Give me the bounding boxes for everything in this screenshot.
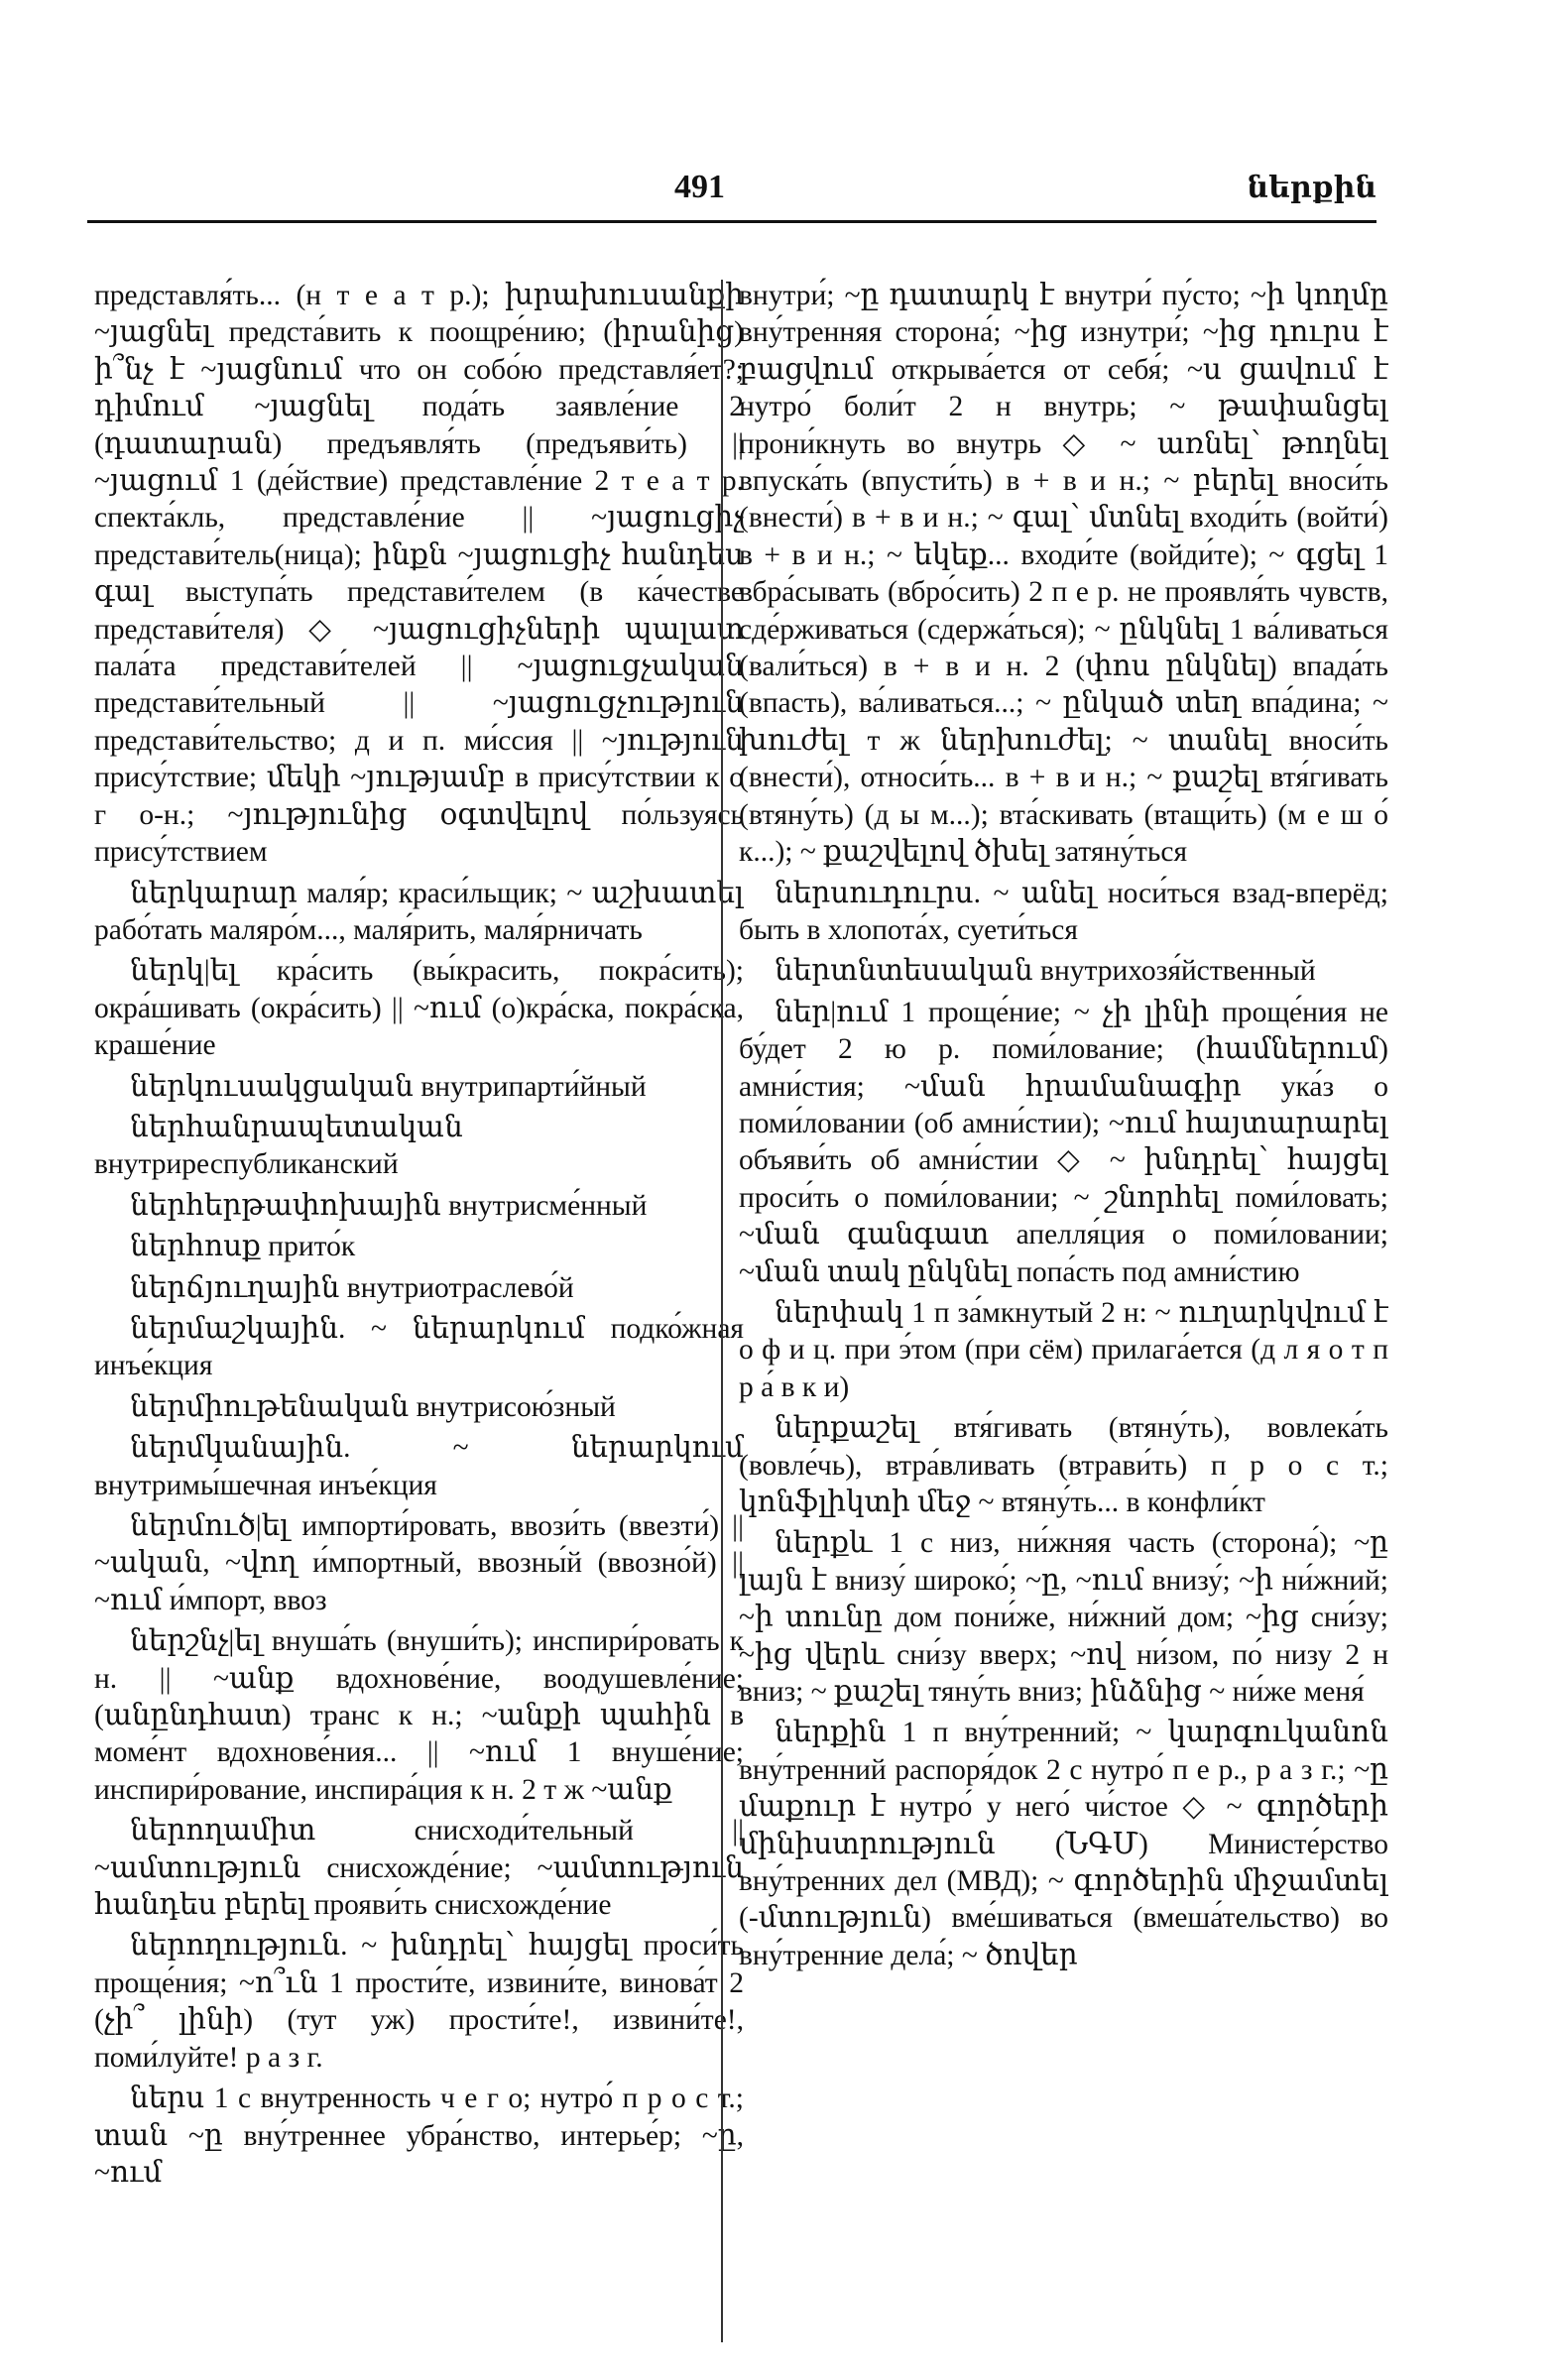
dictionary-entry: ներքին 1 п вну́тренний; ~ կարգուկանոն вну́тренний распоря́док 2 с нутро́ п е р., р а з г.; ~ը մաքուր է нутро́ у него́ чи́стое ◇ ~ գործերի մինիստրություն (ՆԳՄ) Министе́рство вну́тренних дел (МВД); ~ գործերին միջամտել (-մտություն) вме́шиваться (вмеша́тельство) во вну́тренние дела́; ~ ծովեր: [739, 1717, 1388, 1971]
dictionary-entry: ներկարար маля́р; краси́льщик; ~ աշխատել рабо́тать маляро́м..., маля́рить, маля́рничать: [94, 877, 744, 946]
dictionary-entry: ներկուսակցական внутрипарти́йный: [130, 1070, 647, 1103]
dictionary-entry: ներշնչ|ել внуша́ть (внуши́ть); инспири́ровать к н. || ~անք вдохнове́ние, воодушевле́ние; (անընդհատ) транс к н.; ~անքի պահին в моме́нт вдохнове́ния... || ~ում 1 внуше́ние; инспири́рование, инспира́ция к н. 2 т ж ~անք: [94, 1625, 744, 1806]
header-rule: [87, 220, 1376, 223]
running-head: ներքին: [1247, 172, 1376, 204]
dictionary-entry: ներողություն. ~ խնդրել՝ հայցել проси́ть проще́ния; ~ո՞ւն 1 прости́те, извини́те, винова́т 2 (չի՞ լինի) (тут уж) прости́те!, извини́те!, поми́луйте! р а з г.: [94, 1930, 744, 2074]
dictionary-entry: ներտնտեսական внутрихозя́йственный: [775, 955, 1316, 988]
dictionary-entry: ներքև 1 с низ, ни́жняя часть (сторона́); ~ը լայն է внизу́ широко́; ~ը, ~ում внизу́; ~ի ни́жний; ~ի տունը дом пони́же, ни́жний дом; ~ից сни́зу; ~ից վերև сни́зу вверх; ~ով ни́зом, по́ низу 2 н вниз; ~ քաշել тяну́ть вниз; ինձնից ~ ни́же меня́: [739, 1527, 1388, 1709]
dictionary-entry: ներհերթափոխային внутрисме́нный: [130, 1189, 648, 1222]
dictionary-entry: ներհոսք прито́к: [130, 1231, 356, 1263]
right-column: [739, 278, 1388, 2350]
dictionary-entry: ներմիութենական внутрисою́зный: [130, 1390, 616, 1423]
page-header: [0, 159, 1555, 218]
dictionary-entry: ներողամիտ снисходи́тельный || ~ամտություն снисхожде́ние; ~ամտություն հանդես բերել прояви́ть снисхожде́ние: [94, 1815, 744, 1922]
dictionary-entry: ներկ|ել кра́сить (вы́красить, покра́сить); окра́шивать (окра́сить) || ~ում (о)кра́ска, покра́ска, краше́ние: [94, 955, 744, 1062]
dictionary-entry: ներճյուղային внутриотраслево́й: [130, 1271, 574, 1304]
dictionary-entry: внутри́; ~ը դատարկ է внутри́ пу́сто; ~ի կողմը вну́тренняя сторона́; ~ից изнутри́; ~ից դուրս է բացվում открыва́ется от себя́; ~ս ցավում է нутро́ боли́т 2 н внутрь; ~ թափանցել прони́кнуть во внутрь ◇ ~ առնել՝ թողնել впуска́ть (впусти́ть) в + в и н.; ~ բերել вноси́ть (внести́) в + в и н.; ~ գալ՝ մտնել входи́ть (войти́) в + в и н.; ~ եկեք... входи́те (войди́те); ~ գցել 1 вбра́сывать (вбро́сить) 2 п е р. не проявля́ть чувств, сде́рживаться (сдержа́ться); ~ ընկնել 1 ва́ливаться (вали́ться) в + в и н. 2 (փոս ընկնել) впада́ть (впасть), ва́ливаться...; ~ ընկած տեղ впа́дина; ~ խուժել т ж ներխուժել; ~ տանել вноси́ть (внести́), относи́ть... в + в и н.; ~ քաշել втя́гивать (втяну́ть) (д ы м...); вта́скивать (втащи́ть) (м е ш о́ к...); ~ քաշվելով ծխել затяну́ться: [739, 280, 1388, 869]
page-number: 491: [674, 169, 725, 205]
dictionary-entry: ներմաշկային. ~ ներարկում подко́жная инъе́кция: [94, 1312, 744, 1382]
column-divider: [721, 280, 723, 2342]
dictionary-entry: ներհանրապետական внутриреспубликанский: [94, 1111, 463, 1181]
dictionary-entry: ներ|ում 1 проще́ние; ~ չի լինի проще́ния не бу́дет 2 ю р. поми́лование; (համներում) амни́стия; ~ման հրամանագիր ука́з о поми́ловании (об амни́стии); ~ում հայտարարել объяви́ть об амни́стии ◇ ~ խնդրել՝ հայցել проси́ть о поми́ловании; ~ շնորհել поми́ловать; ~ման գանգատ апелля́ция о поми́ловании; ~ման տակ ընկնել попа́сть под амни́стию: [739, 996, 1388, 1288]
dictionary-entry: ներս 1 с внутренность ч е г о; нутро́ п р о с т.; տան ~ը вну́треннее убра́нство, интерье́р; ~ը, ~ում: [94, 2082, 744, 2189]
dictionary-entry: ներմկանային. ~ ներարկում внутримы́шечная инъе́кция: [94, 1432, 744, 1501]
left-column: [94, 278, 744, 2350]
dictionary-entry: представля́ть... (н т е а т р.); խրախուսանքի ~յացնել предста́вить к поощре́нию; (իրանից) ի՞նչ է ~յացնում что он собо́ю представля́ет?; դիմում ~յացնել пода́ть заявле́ние 2 (դատարան) предъявля́ть (предъяви́ть) || ~յացում 1 (де́йствие) представле́ние 2 т е а т р. спекта́кль, представле́ние || ~յացուցիչ представи́тель(ница); ինքն ~յացուցիչ հանդես գալ выступа́ть представи́телем (в ка́честве представи́теля) ◇ ~յացուցիչների պալատ пала́та представи́телей || ~յացուցչական представи́тельный || ~յացուցչություն представи́тельство; д и п. ми́ссия || ~յություն прису́тствие; մեկի ~յությամբ в прису́тствии к о г о-н.; ~յությունից օգտվելով по́льзуясь прису́тствием: [94, 280, 744, 869]
dictionary-entry: ներմուծ|ել импорти́ровать, ввози́ть (ввезти́) || ~ական, ~վող и́мпортный, ввозны́й (ввозно́й) || ~ում и́мпорт, ввоз: [94, 1510, 744, 1616]
dictionary-entry: ներքաշել втя́гивать (втяну́ть), вовлека́ть (вовле́чь), втра́вливать (втрави́ть) п р о с т.; կոնֆլիկտի մեջ ~ втяну́ть... в конфли́кт: [739, 1412, 1388, 1518]
dictionary-entry: ներսուդուրս. ~ անել носи́ться взад-вперёд; быть в хлопота́х, суети́ться: [739, 877, 1388, 946]
dictionary-entry: ներփակ 1 п за́мкнутый 2 н: ~ ուղարկվում է о ф и ц. при э́том (при сём) прилага́ется (д л я о т п р а́ в к и): [739, 1296, 1388, 1403]
